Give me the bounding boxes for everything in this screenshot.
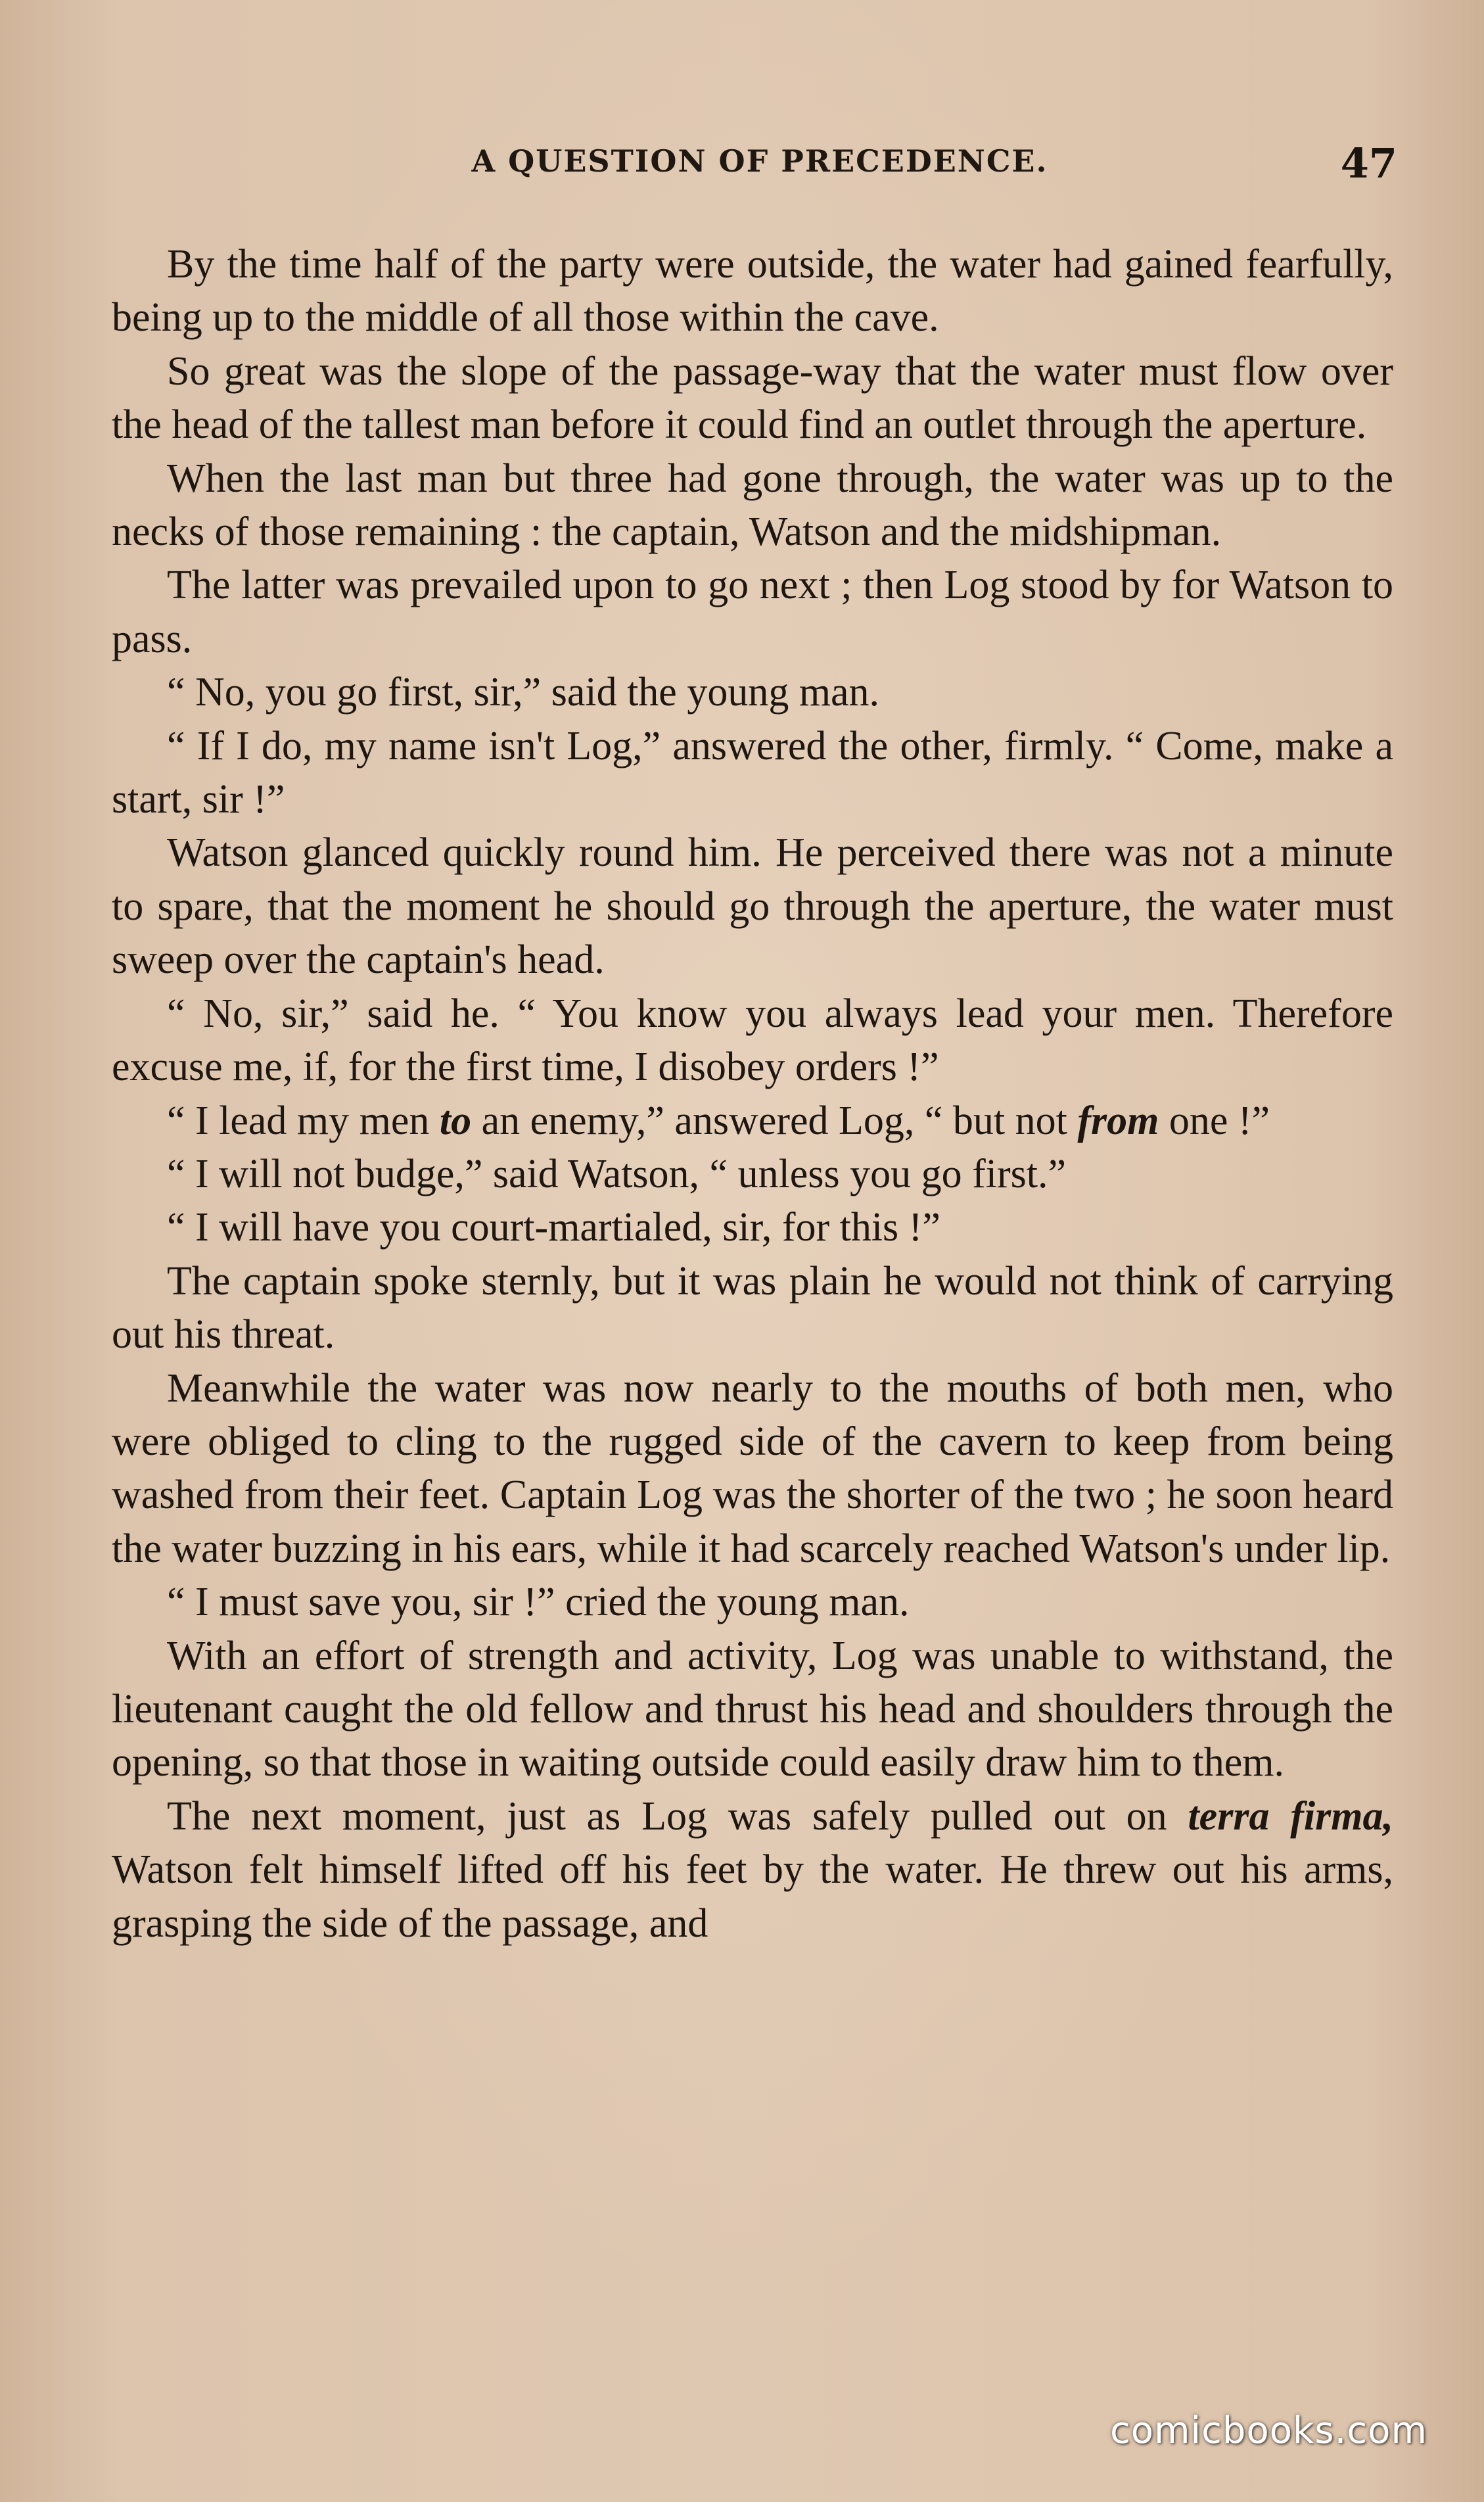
paragraph: “ I will not budge,” said Watson, “ unless you go first.” (167, 1151, 1066, 1196)
paragraph: Meanwhile the water was now nearly to the mouths of both men, who were obliged to cling to the rugged side of the cavern to keep from being washed from their feet. Captain Log was the shorter of the two ; he soon heard the water buzzing in his ears, while it had scarcely reached Watson's under lip. (112, 1365, 1393, 1571)
watermark: comicbooks.com (1109, 2409, 1427, 2452)
paragraph-text: an enemy,” answered Log, “ but not (471, 1098, 1078, 1143)
paragraph: “ No, you go first, sir,” said the young man. (167, 670, 880, 715)
paragraph: “ No, sir,” said he. “ You know you always lead your men. Therefore excuse me, if, for the first time, I disobey orders !” (112, 991, 1393, 1090)
paragraph: “ If I do, my name isn't Log,” answered the other, firmly. “ Come, make a start, sir !” (112, 723, 1393, 822)
italic-word: to (439, 1098, 472, 1143)
paragraph: When the last man but three had gone through, the water was up to the necks of those remaining : the captain, Watson and the midshipman. (112, 456, 1393, 555)
paragraph: By the time half of the party were outside, the water had gained fearfully, being up to the middle of all those within the cave. (112, 242, 1393, 341)
paragraph (112, 1790, 1393, 1950)
paragraph: With an effort of strength and activity, Log was unable to withstand, the lieutenant caught the old fellow and thrust his head and shoulders through the opening, so that those in waiting outside could easily draw him to them. (112, 1633, 1393, 1785)
italic-word: from (1077, 1098, 1159, 1143)
paragraph: “ I will have you court-martialed, sir, for this !” (167, 1205, 940, 1250)
paragraph-text: Watson felt himself lifted off his feet by the water. He threw out his arms, grasping the side of the passage, and (112, 1847, 1393, 1946)
paragraph-text: “ I lead my men (167, 1098, 440, 1143)
paragraph: So great was the slope of the passage-way that the water must flow over the head of the tallest man before it could find an outlet through the aperture. (112, 348, 1393, 448)
paragraph: The latter was prevailed upon to go next ; then Log stood by for Watson to pass. (112, 563, 1393, 661)
page-header (122, 139, 1397, 202)
body-text (112, 238, 1393, 1950)
running-title: A QUESTION OF PRECEDENCE. (471, 143, 1048, 179)
paragraph: “ I must save you, sir !” cried the young man. (167, 1580, 910, 1625)
paragraph: The captain spoke sternly, but it was plain he would not think of carrying out his threat. (112, 1258, 1393, 1357)
paragraph: Watson glanced quickly round him. He perceived there was not a minute to spare, that the moment he should go through the aperture, the water must sweep over the captain's head. (112, 830, 1393, 983)
paragraph (112, 1095, 1393, 1148)
page-number: 47 (1340, 139, 1397, 187)
italic-phrase: terra firma, (1188, 1793, 1393, 1839)
paragraph-text: The next moment, just as Log was safely pulled out on (167, 1793, 1188, 1839)
paragraph-text: one !” (1159, 1098, 1270, 1143)
